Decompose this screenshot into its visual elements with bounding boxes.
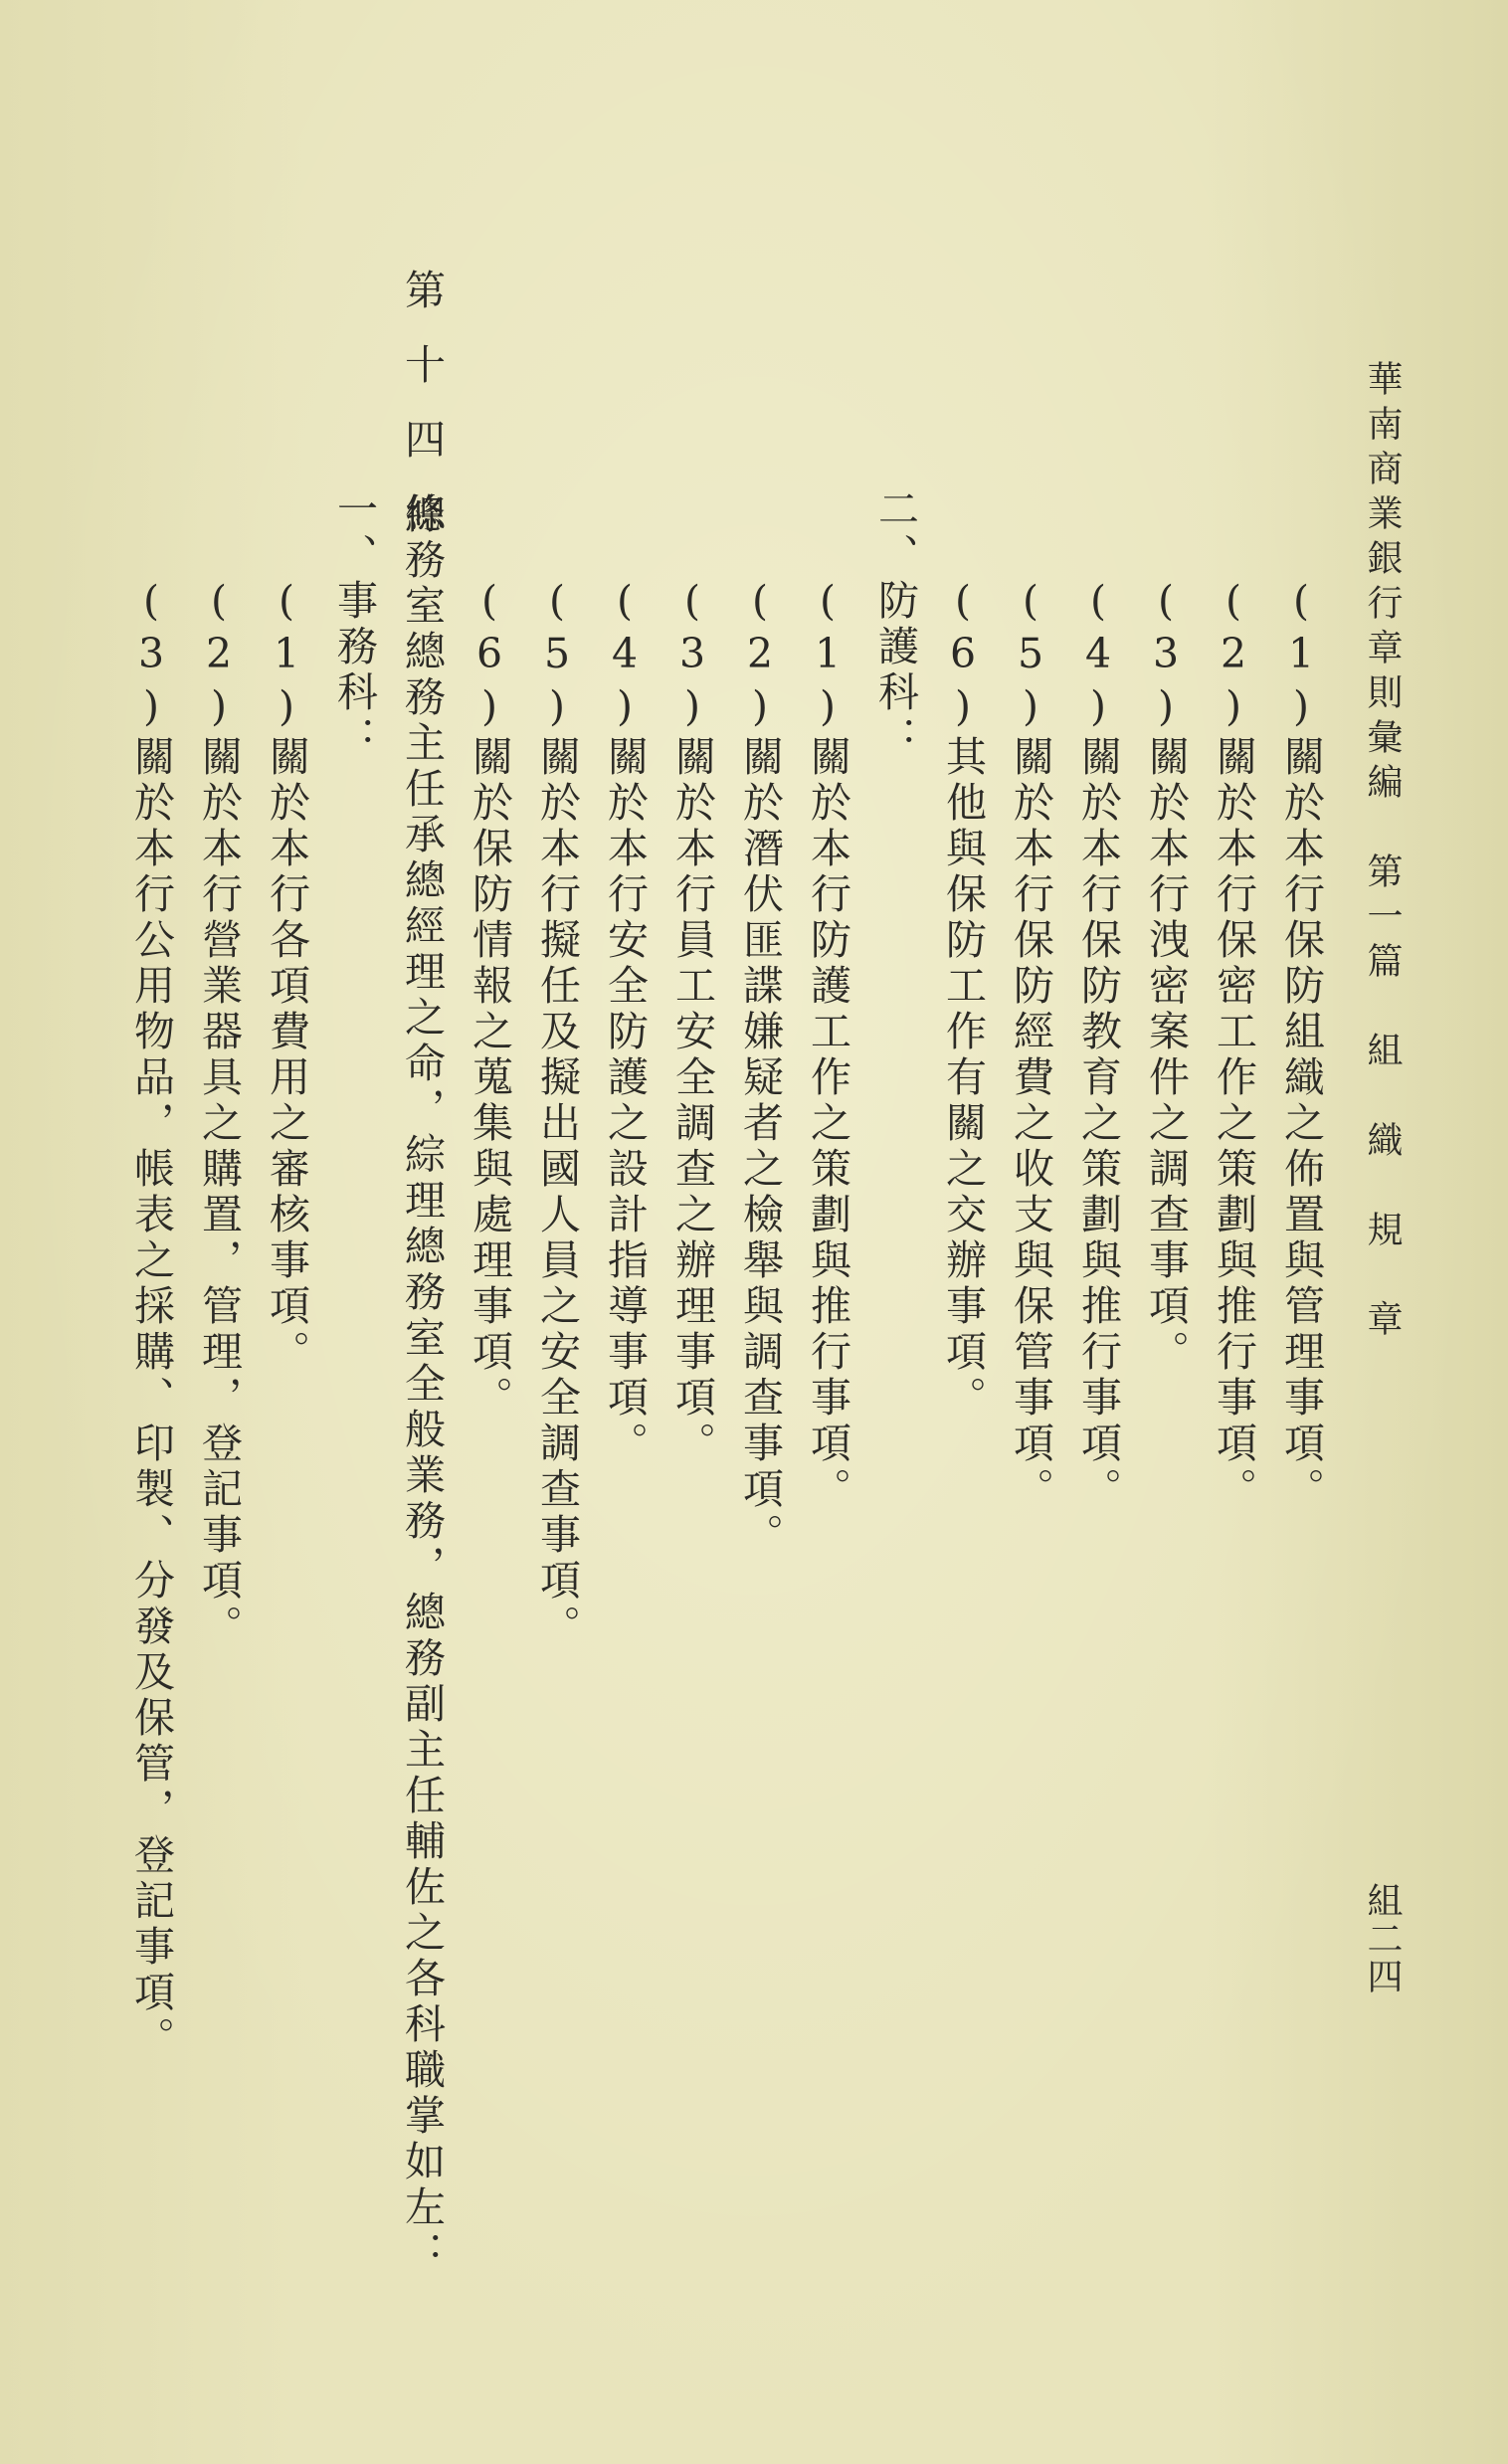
list-item: (2)關於本行保密工作之策劃與推行事項。 — [1210, 577, 1257, 1513]
list-item: (3)關於本行洩密案件之調查事項。 — [1142, 577, 1190, 1376]
article-body: 總務室總務主任承總經理之命，綜理總務室全般業務，總務副主任輔佐之各科職掌如左： — [398, 492, 446, 2277]
list-item: (5)關於本行擬任及擬出國人員之安全調查事項。 — [533, 577, 581, 1650]
list-item: (4)關於本行安全防護之設計指導事項。 — [601, 577, 649, 1467]
section-heading: 二、防護科： — [871, 487, 919, 762]
list-item: (1)關於本行保防組織之佈置與管理事項。 — [1277, 577, 1325, 1513]
article-number: 第十四條 — [398, 269, 446, 567]
list-item: (1)關於本行各項費用之審核事項。 — [263, 577, 310, 1376]
list-item: (5)關於本行保防經費之收支與保管事項。 — [1007, 577, 1054, 1513]
list-item: (6)關於保防情報之蒐集與處理事項。 — [466, 577, 513, 1422]
list-item: (2)關於潛伏匪諜嫌疑者之檢舉與調查事項。 — [736, 577, 784, 1559]
list-item: (3)關於本行公用物品，帳表之採購、印製、分發及保管，登記事項。 — [127, 577, 175, 2062]
running-title: 華南商業銀行章則彙編 第一篇 組 織 規 章 — [1362, 360, 1403, 1345]
list-item: (2)關於本行營業器具之購置，管理，登記事項。 — [195, 577, 243, 1650]
list-item: (1)關於本行防護工作之策劃與推行事項。 — [804, 577, 851, 1513]
list-item: (6)其他與保防工作有關之交辦事項。 — [939, 577, 987, 1422]
page-number: 組二四 — [1362, 1882, 1403, 1995]
section-heading: 一、事務科： — [330, 487, 378, 762]
list-item: (4)關於本行保防教育之策劃與推行事項。 — [1074, 577, 1122, 1513]
list-item: (3)關於本行員工安全調查之辦理事項。 — [668, 577, 716, 1467]
